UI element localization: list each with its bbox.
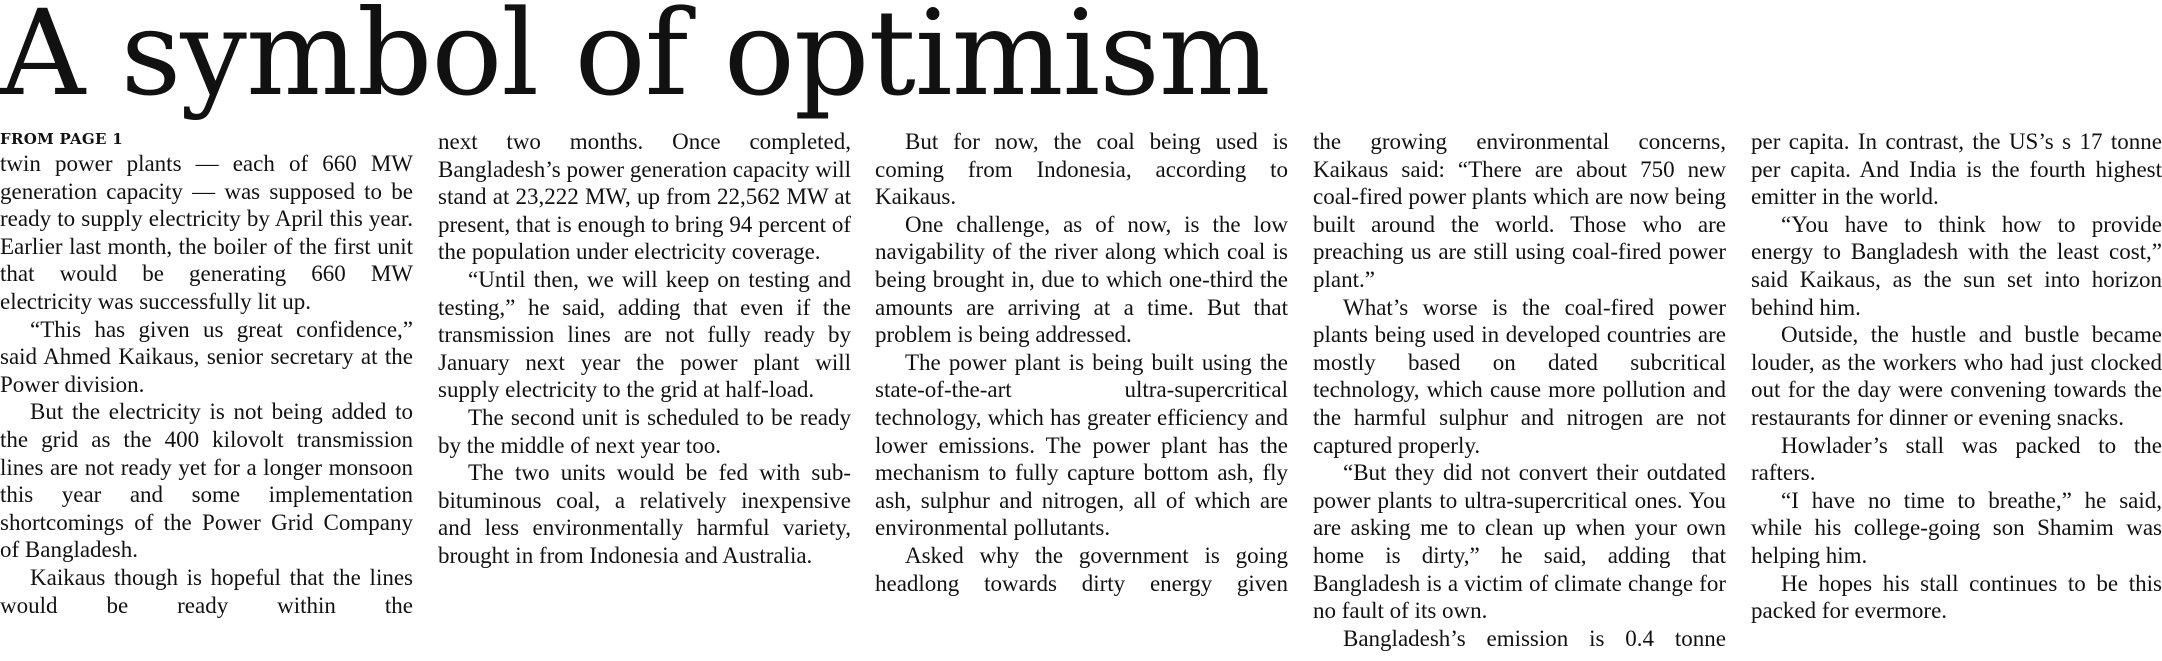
jump-line-kicker: FROM PAGE 1	[0, 130, 124, 148]
paragraph: next two months. Once completed, Bangladesh’s power generation capacity will stand at 23,222 MW, up from 22,562 MW at present, that is enough to bring 94 percent of the population under electricity coverage.	[438, 129, 851, 265]
paragraph: But for now, the coal being used is coming from Indonesia, according to Kaikaus.	[875, 129, 1288, 210]
paragraph: “Until then, we will keep on testing and testing,” he said, adding that even if the transmission lines are not fully ready by January next year the power plant will supply electricity to the grid at half-load.	[438, 266, 851, 403]
paragraph: Bangladesh’s emission is 0.4 tonne	[1343, 625, 1726, 651]
paragraph: Asked why the government is going headlong towards dirty energy given	[875, 542, 1288, 596]
paragraph: per capita. In contrast, the US’s s 17 tonne per capita. And India is the fourth highest emitter in the world.	[1751, 129, 2162, 210]
paragraph: One challenge, as of now, is the low navigability of the river along which coal is being brought in, due to which one-third the amounts are arriving at a time. But that problem is being addressed.	[875, 211, 1288, 348]
paragraph: Kaikaus though is hopeful that the lines would be ready within the	[0, 564, 413, 618]
headline: A symbol of optimism	[0, 0, 1270, 122]
article-column-4	[1313, 128, 1726, 652]
paragraph: twin power plants — each of 660 MW generation capacity — was supposed to be ready to supply electricity by April this year. Earlier last month, the boiler of the first unit that would be generating 660 MW electricity was successfully lit up.	[0, 151, 413, 314]
paragraph: The power plant is being built using the state-of-the-art ultra-supercritical technology, which has greater efficiency and lower emissions. The power plant has the mechanism to fully capture bottom ash, fly ash, sulphur and nitrogen, all of which are environmental pollutants.	[875, 349, 1288, 541]
paragraph: the growing environmental concerns, Kaikaus said: “There are about 750 new coal-fired power plants which are now being built around the world. Those who are preaching us are still using coal-fired power plant.”	[1313, 129, 1726, 292]
paragraph: “You have to think how to provide energy to Bangladesh with the least cost,” said Kaikaus, as the sun set into horizon behind him.	[1751, 211, 2162, 320]
paragraph: The two units would be fed with sub-bituminous coal, a relatively inexpensive and less environmentally harmful variety, brought in from Indonesia and Australia.	[438, 460, 851, 568]
article-column-1	[0, 128, 413, 619]
paragraph: “I have no time to breathe,” he said, while his college-going son Shamim was helping him.	[1751, 487, 2162, 568]
paragraph: “But they did not convert their outdated power plants to ultra-supercritical ones. You are asking me to clean up when your own home is dirty,” he said, adding that Bangladesh is a victim of climate change for no fault of its own.	[1313, 460, 1726, 624]
article-column-3	[875, 128, 1288, 597]
paragraph: He hopes his stall continues to be this packed for evermore.	[1751, 570, 2162, 624]
paragraph: What’s worse is the coal-fired power plants being used in developed countries are mostly based on dated subcritical technology, which cause more pollution and the harmful sulphur and nitrogen are not captured properly.	[1313, 294, 1726, 458]
paragraph: Outside, the hustle and bustle became louder, as the workers who had just clocked out for the day were convening towards the restaurants for dinner or evening snacks.	[1751, 322, 2162, 430]
paragraph: “This has given us great confidence,” said Ahmed Kaikaus, senior secretary at the Power division.	[0, 316, 413, 397]
article-column-2	[438, 128, 851, 570]
paragraph: Howlader’s stall was packed to the rafters.	[1751, 432, 2162, 486]
paragraph: But the electricity is not being added to the grid as the 400 kilovolt transmission lines are not ready yet for a longer monsoon this year and some implementation shortcomings of the Power Grid Company of Bangladesh.	[0, 399, 413, 563]
article-column-5	[1751, 128, 2162, 625]
paragraph: The second unit is scheduled to be ready by the middle of next year too.	[438, 404, 851, 458]
